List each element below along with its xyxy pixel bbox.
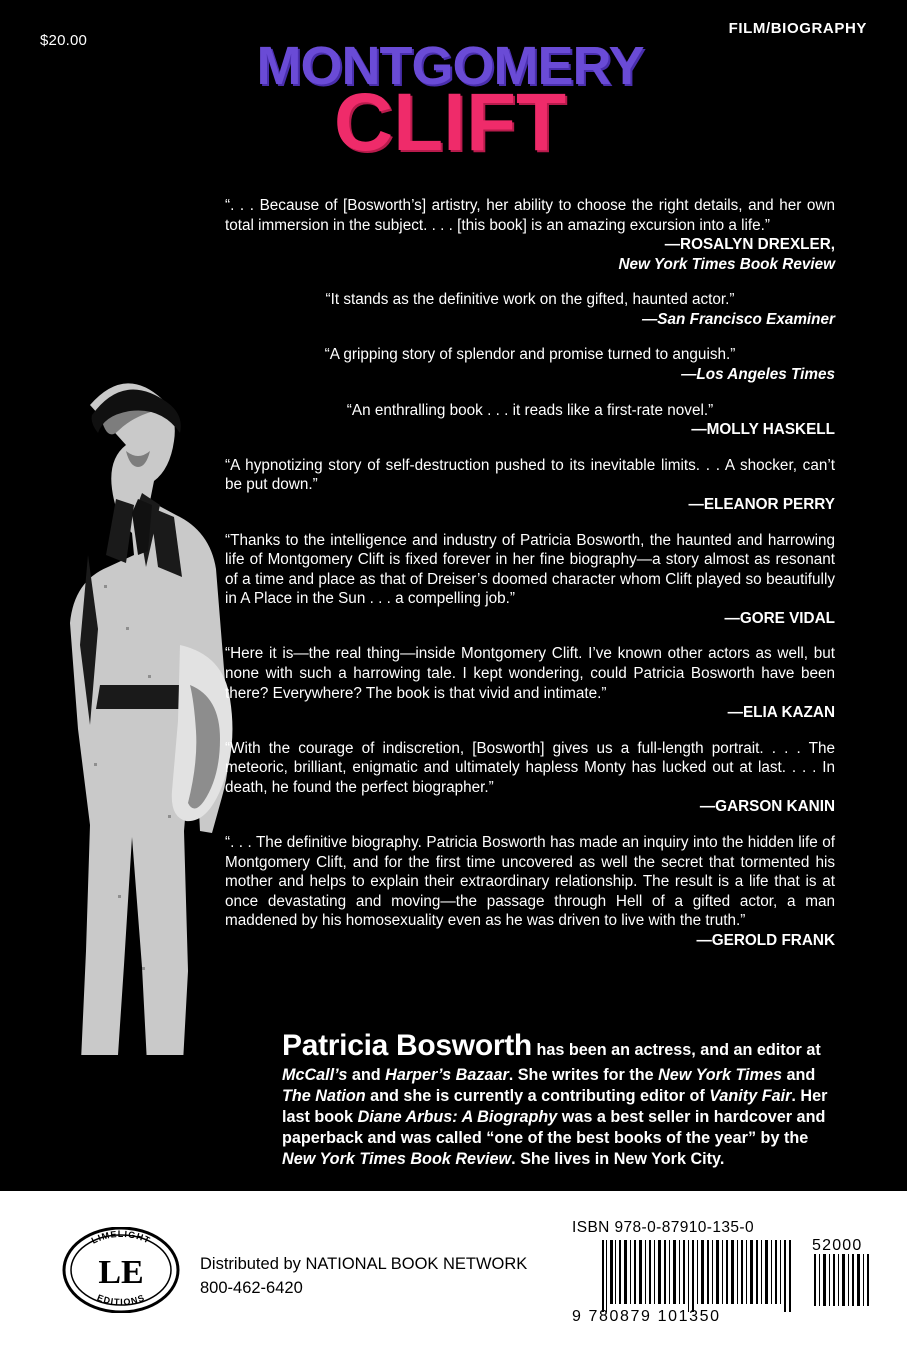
bio-magazine-7: New York Times Book Review bbox=[282, 1150, 512, 1169]
bio-magazine-3: New York Times bbox=[658, 1066, 782, 1084]
bio-text-1: has been an actress, and an editor at bbox=[531, 1041, 821, 1059]
blurb-text: “It stands as the definitive work on the gifted, haunted actor.” bbox=[325, 291, 735, 309]
blurb-attribution: —GARSON KANIN bbox=[699, 798, 835, 816]
blurb-item bbox=[225, 456, 835, 515]
isbn-label: ISBN 978-0-87910-135-0 bbox=[572, 1219, 754, 1236]
bio-text-2: and bbox=[347, 1066, 386, 1084]
distributor-phone: 800-462-6420 bbox=[200, 1278, 303, 1297]
publisher-logo bbox=[62, 1227, 180, 1313]
svg-text:LE: LE bbox=[98, 1254, 144, 1291]
barcode-digits: 9 780879 101350 bbox=[572, 1308, 721, 1325]
book-title bbox=[170, 36, 730, 168]
distributor-info bbox=[200, 1253, 527, 1301]
blurb-text: “. . . The definitive biography. Patricia Bosworth has made an inquiry into the hidden life of Montgomery Clift, and for the first time uncovered as well the secret that tormented his mother and helps to explain their extraordinary relationship. The result is a life that is at once devastating and moving—the passage through Hell of a gifted actor, a man maddened by his homosexuality even as he was driven to live with the truth.” bbox=[225, 834, 835, 930]
blurb-text: “A gripping story of splendor and promise turned to anguish.” bbox=[324, 346, 736, 364]
distributor-line: Distributed by NATIONAL BOOK NETWORK bbox=[200, 1255, 528, 1273]
bio-book-title: Diane Arbus: A Biography bbox=[357, 1108, 558, 1127]
blurb-attribution-source: New York Times Book Review bbox=[618, 255, 835, 273]
genre-label: FILM/BIOGRAPHY bbox=[728, 20, 867, 37]
bio-text-4: and bbox=[781, 1066, 816, 1084]
author-name: Patricia Bosworth bbox=[282, 1029, 532, 1062]
bio-magazine-2: Harper’s Bazaar bbox=[385, 1066, 509, 1084]
blurb-item bbox=[225, 531, 835, 629]
blurb-attribution: —GEROLD FRANK bbox=[696, 931, 835, 949]
bio-text-7: was a best seller in hardcover and paperback and was called “one of the best books of the year” by the bbox=[282, 1108, 826, 1148]
blurb-item bbox=[225, 739, 835, 817]
blurb-attribution-source: —San Francisco Examiner bbox=[642, 310, 835, 328]
bio-text-5: and she is currently a contributing editor of bbox=[365, 1087, 710, 1106]
title-first-line: MONTGOMERY bbox=[256, 36, 644, 96]
blurb-item bbox=[225, 833, 835, 950]
blurb-item bbox=[225, 345, 835, 384]
isbn-barcode bbox=[600, 1240, 800, 1312]
blurb-item bbox=[225, 196, 835, 274]
svg-text:LIMELIGHT: LIMELIGHT bbox=[89, 1229, 153, 1246]
blurb-attribution: —MOLLY HASKELL bbox=[691, 421, 835, 439]
blurb-item bbox=[225, 644, 835, 722]
bio-magazine-5: Vanity Fair bbox=[709, 1087, 792, 1106]
bio-magazine-4: The Nation bbox=[282, 1087, 366, 1106]
blurb-text: “An enthralling book . . . it reads like a first-rate novel.” bbox=[346, 401, 714, 419]
bio-text-3: . She writes for the bbox=[508, 1066, 659, 1084]
bio-text-6: . Her last book bbox=[282, 1087, 828, 1127]
blurb-text: “A hypnotizing story of self-destruction pushed to its inevitable limits. . . A shocker, can’t be put down.” bbox=[225, 456, 835, 494]
author-bio bbox=[282, 1026, 835, 1170]
blurb-item bbox=[225, 290, 835, 329]
bio-magazine-1: McCall’s bbox=[282, 1066, 348, 1084]
blurb-text: “With the courage of indiscretion, [Bosworth] gives us a full-length portrait. . . . The meteoric, brilliant, enigmatic and ultimately hapless Monty has lucked out at last. . . . In death, he found the perfect biographer.” bbox=[225, 739, 835, 796]
svg-text:EDITIONS: EDITIONS bbox=[95, 1292, 147, 1308]
blurb-attribution: —ELIA KAZAN bbox=[727, 704, 835, 722]
blurb-attribution: —ELEANOR PERRY bbox=[688, 495, 835, 513]
blurb-attribution-source: —Los Angeles Times bbox=[681, 366, 835, 384]
blurb-text: “Here it is—the real thing—inside Montgomery Clift. I’ve known other actors as well, but none with such a harrowing tale. I kept wondering, could Patricia Bosworth have been there? Everywhere? The book is that vivid and intimate.” bbox=[225, 645, 835, 702]
review-blurbs bbox=[225, 196, 835, 967]
bio-text-8: . She lives in New York City. bbox=[511, 1150, 725, 1169]
blurb-text: “. . . Because of [Bosworth’s] artistry, her ability to choose the right details, and her own total immersion in the subject. . . . [this book] is an amazing excursion into a life.” bbox=[225, 197, 835, 234]
price-addon-digits: 52000 bbox=[812, 1237, 863, 1254]
title-second-line: CLIFT bbox=[333, 76, 567, 168]
price-label: $20.00 bbox=[40, 32, 88, 49]
blurb-attribution: —ROSALYN DREXLER, bbox=[664, 236, 835, 254]
blurb-item bbox=[225, 401, 835, 440]
blurb-attribution: —GORE VIDAL bbox=[724, 609, 835, 627]
blurb-text: “Thanks to the intelligence and industry of Patricia Bosworth, the haunted and harrowing life of Montgomery Clift is fixed forever in her fine biography—a story almost as resonant of a time and place as that of Dreiser’s doomed character whom Clift played so beautifully in A Place in the Sun . . . a compelling job.” bbox=[225, 531, 835, 608]
